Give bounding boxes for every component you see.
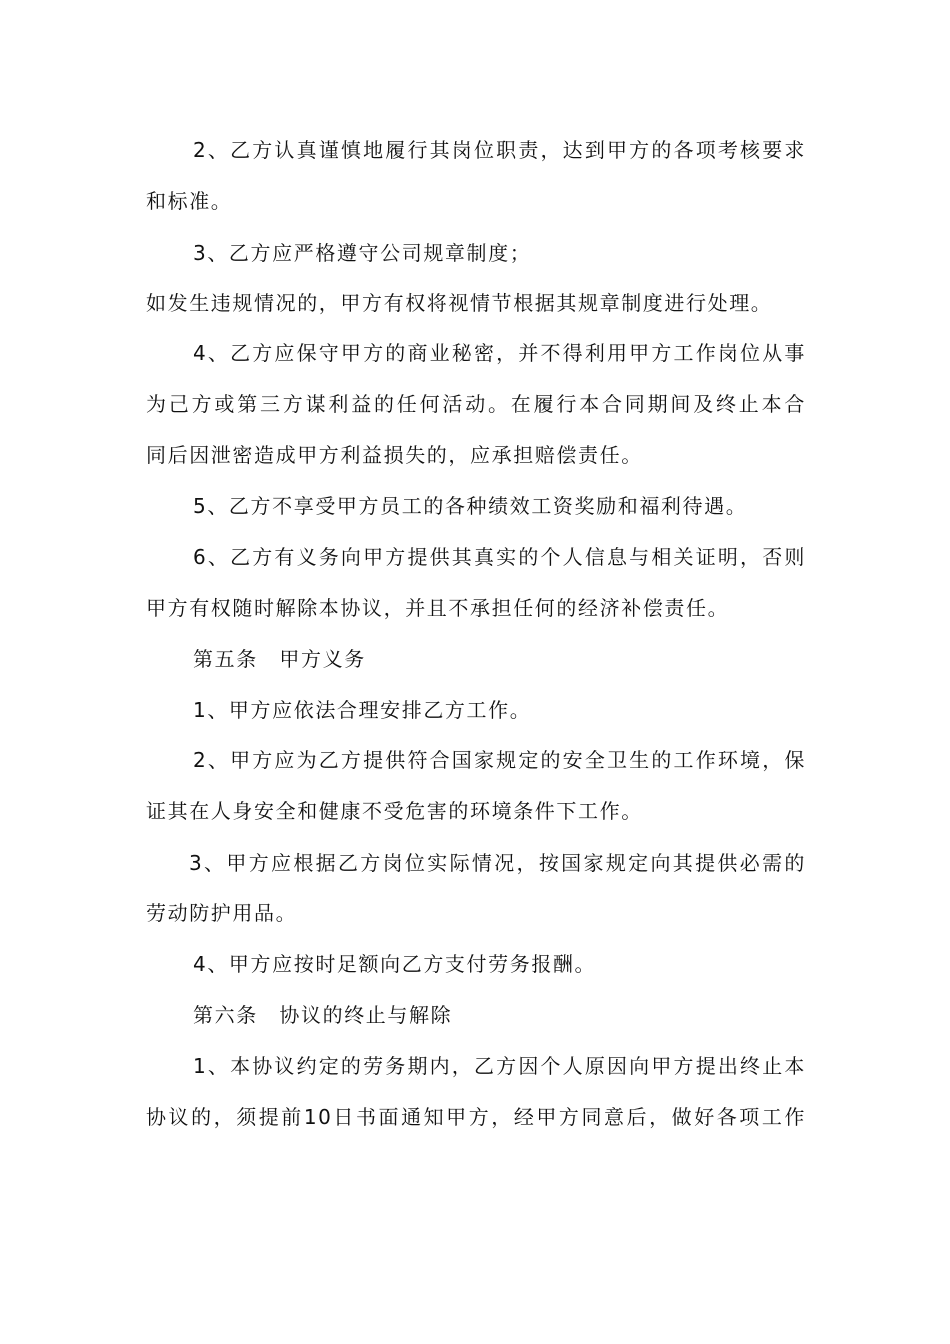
paragraph-line: 如发生违规情况的，甲方有权将视情节根据其规章制度进行处理。 xyxy=(146,291,773,315)
paragraph-line: 4、甲方应按时足额向乙方支付劳务报酬。 xyxy=(193,952,597,976)
paragraph-line: 证其在人身安全和健康不受危害的环境条件下工作。 xyxy=(146,799,643,823)
paragraph-line: 协议的，须提前10日书面通知甲方，经甲方同意后，做好各项工作 xyxy=(146,1105,806,1129)
paragraph-line: 4、乙方应保守甲方的商业秘密，并不得利用甲方工作岗位从事 xyxy=(193,341,806,365)
paragraph-line: 3、乙方应严格遵守公司规章制度； xyxy=(193,241,532,265)
paragraph-line: 和标准。 xyxy=(146,189,233,213)
section-heading: 第五条 甲方义务 xyxy=(193,647,366,671)
paragraph-line: 5、乙方不享受甲方员工的各种绩效工资奖励和福利待遇。 xyxy=(193,494,748,518)
paragraph-line: 1、本协议约定的劳务期内，乙方因个人原因向甲方提出终止本 xyxy=(193,1054,806,1078)
paragraph-line: 甲方有权随时解除本协议，并且不承担任何的经济补偿责任。 xyxy=(146,596,730,620)
paragraph-line: 1、甲方应依法合理安排乙方工作。 xyxy=(193,698,532,722)
paragraph-line: 2、甲方应为乙方提供符合国家规定的安全卫生的工作环境，保 xyxy=(193,748,806,772)
section-heading: 第六条 协议的终止与解除 xyxy=(193,1003,453,1027)
paragraph-line: 6、乙方有义务向甲方提供其真实的个人信息与相关证明，否则 xyxy=(193,545,806,569)
paragraph-line: 2、乙方认真谨慎地履行其岗位职责，达到甲方的各项考核要求 xyxy=(193,138,806,162)
paragraph-line: 同后因泄密造成甲方利益损失的，应承担赔偿责任。 xyxy=(146,443,643,467)
paragraph-line: 3、甲方应根据乙方岗位实际情况，按国家规定向其提供必需的 xyxy=(189,851,806,875)
paragraph-line: 劳动防护用品。 xyxy=(146,901,298,925)
paragraph-line: 为己方或第三方谋利益的任何活动。在履行本合同期间及终止本合 xyxy=(146,392,806,416)
